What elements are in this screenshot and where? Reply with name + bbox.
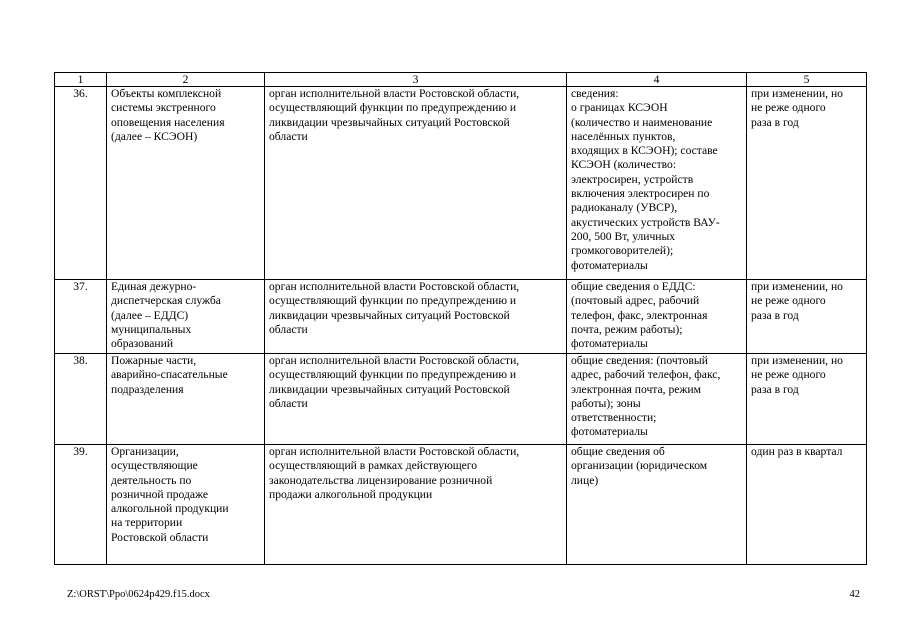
- cell-line: диспетчерская служба: [111, 294, 221, 308]
- info-cell: [567, 280, 747, 354]
- object-cell: [107, 87, 265, 280]
- cell-line: (почтовый адрес, рабочий: [571, 294, 700, 308]
- cell-line: раза в год: [751, 308, 799, 322]
- cell-line: организации (юридическом: [571, 459, 708, 473]
- cell-line: фотоматериалы: [571, 425, 648, 439]
- cell-line: сведения:: [571, 87, 619, 100]
- cell-line: законодательства лицензирование розничной: [269, 473, 493, 487]
- cell-line: общие сведения о ЕДДС:: [571, 280, 696, 293]
- row-number-cell: 38.: [55, 354, 107, 445]
- cell-line: при изменении, но: [751, 280, 843, 293]
- cell-line: системы экстренного: [111, 101, 216, 115]
- cell-line: образований: [111, 337, 174, 351]
- period-cell: [747, 87, 867, 280]
- cell-line: радиоканалу (УВСР),: [571, 201, 678, 215]
- cell-line: при изменении, но: [751, 354, 843, 367]
- table-header-row: [55, 73, 867, 87]
- authority-cell: [265, 445, 567, 565]
- cell-line: населённых пунктов,: [571, 129, 676, 143]
- data-table: [54, 72, 867, 565]
- cell-line: общие сведения: (почтовый: [571, 354, 708, 367]
- cell-line: Единая дежурно-: [111, 280, 197, 293]
- authority-cell: [265, 87, 567, 280]
- cell-line: электронная почта, режим: [571, 382, 701, 396]
- cell-line: муниципальных: [111, 322, 192, 336]
- authority-cell: [265, 354, 567, 445]
- cell-line: фотоматериалы: [571, 337, 648, 351]
- cell-line: осуществляющий в рамках действующего: [269, 459, 478, 473]
- cell-line: громкоговорителей);: [571, 244, 674, 258]
- cell-line: Пожарные части,: [111, 354, 197, 367]
- cell-line: о границах КСЭОН: [571, 101, 668, 115]
- cell-line: общие сведения об: [571, 445, 665, 458]
- info-cell: [567, 354, 747, 445]
- cell-line: орган исполнительной власти Ростовской области,: [269, 354, 520, 367]
- column-number-2: 2: [107, 73, 265, 87]
- cell-line: орган исполнительной власти Ростовской области,: [269, 280, 520, 293]
- cell-line: раза в год: [751, 382, 799, 396]
- cell-line: области: [269, 322, 308, 336]
- cell-line: входящих в КСЭОН); составе: [571, 144, 718, 158]
- page-number: 42: [849, 589, 860, 600]
- period-cell: [747, 445, 867, 565]
- table-row: [55, 280, 867, 354]
- cell-line: (количество и наименование: [571, 115, 713, 129]
- row-number-cell: 36.: [55, 87, 107, 280]
- table-row: [55, 445, 867, 565]
- cell-line: лице): [571, 473, 599, 487]
- cell-line: аварийно-спасательные: [111, 368, 228, 382]
- object-cell: [107, 280, 265, 354]
- column-number-3: 3: [265, 73, 567, 87]
- cell-line: включения электросирен по: [571, 187, 710, 201]
- cell-line: почта, режим работы);: [571, 322, 683, 336]
- cell-line: деятельность по: [111, 473, 192, 487]
- column-number-1: 1: [55, 73, 107, 87]
- cell-line: (далее – ЕДДС): [111, 308, 189, 322]
- period-cell: [747, 354, 867, 445]
- cell-line: ликвидации чрезвычайных ситуаций Ростовской: [269, 308, 510, 322]
- cell-line: раза в год: [751, 115, 799, 129]
- cell-line: Объекты комплексной: [111, 87, 222, 100]
- row-number-cell: 39.: [55, 445, 107, 565]
- info-cell: [567, 87, 747, 280]
- cell-line: ликвидации чрезвычайных ситуаций Ростовской: [269, 382, 510, 396]
- cell-line: оповещения населения: [111, 115, 225, 129]
- cell-line: области: [269, 129, 308, 143]
- cell-line: КСЭОН (количество:: [571, 158, 677, 172]
- cell-line: 200, 500 Вт, уличных: [571, 229, 676, 243]
- info-cell: [567, 445, 747, 565]
- cell-line: не реже одного: [751, 368, 826, 382]
- column-number-5: 5: [747, 73, 867, 87]
- authority-cell: [265, 280, 567, 354]
- cell-line: не реже одного: [751, 101, 826, 115]
- table-row: [55, 354, 867, 445]
- cell-line: электросирен, устройств: [571, 172, 694, 186]
- cell-line: работы); зоны: [571, 396, 641, 410]
- object-cell: [107, 354, 265, 445]
- cell-line: на территории: [111, 516, 183, 530]
- cell-line: осуществляющий функции по предупреждению и: [269, 368, 517, 382]
- cell-line: продажи алкогольной продукции: [269, 487, 433, 501]
- cell-line: области: [269, 396, 308, 410]
- cell-line: акустических устройств ВАУ-: [571, 215, 720, 229]
- cell-line: орган исполнительной власти Ростовской области,: [269, 445, 520, 458]
- period-cell: [747, 280, 867, 354]
- cell-line: (далее – КСЭОН): [111, 129, 198, 143]
- cell-line: Ростовской области: [111, 530, 209, 544]
- table-row: [55, 87, 867, 280]
- cell-line: один раз в квартал: [751, 445, 843, 458]
- cell-line: Организации,: [111, 445, 179, 458]
- object-cell: [107, 445, 265, 565]
- cell-line: ликвидации чрезвычайных ситуаций Ростовской: [269, 115, 510, 129]
- cell-line: адрес, рабочий телефон, факс,: [571, 368, 721, 382]
- cell-line: при изменении, но: [751, 87, 843, 100]
- cell-line: розничной продаже: [111, 487, 209, 501]
- cell-line: телефон, факс, электронная: [571, 308, 708, 322]
- cell-line: осуществляющий функции по предупреждению и: [269, 101, 517, 115]
- cell-line: алкогольной продукции: [111, 502, 229, 516]
- cell-line: ответственности;: [571, 411, 657, 425]
- cell-line: осуществляющие: [111, 459, 198, 473]
- row-number-cell: 37.: [55, 280, 107, 354]
- cell-line: не реже одного: [751, 294, 826, 308]
- cell-line: фотоматериалы: [571, 258, 648, 272]
- file-path: Z:\ORST\Ppo\0624p429.f15.docx: [67, 589, 210, 600]
- column-number-4: 4: [567, 73, 747, 87]
- cell-line: осуществляющий функции по предупреждению и: [269, 294, 517, 308]
- cell-line: подразделения: [111, 382, 184, 396]
- table-body: [55, 73, 867, 565]
- cell-line: орган исполнительной власти Ростовской области,: [269, 87, 520, 100]
